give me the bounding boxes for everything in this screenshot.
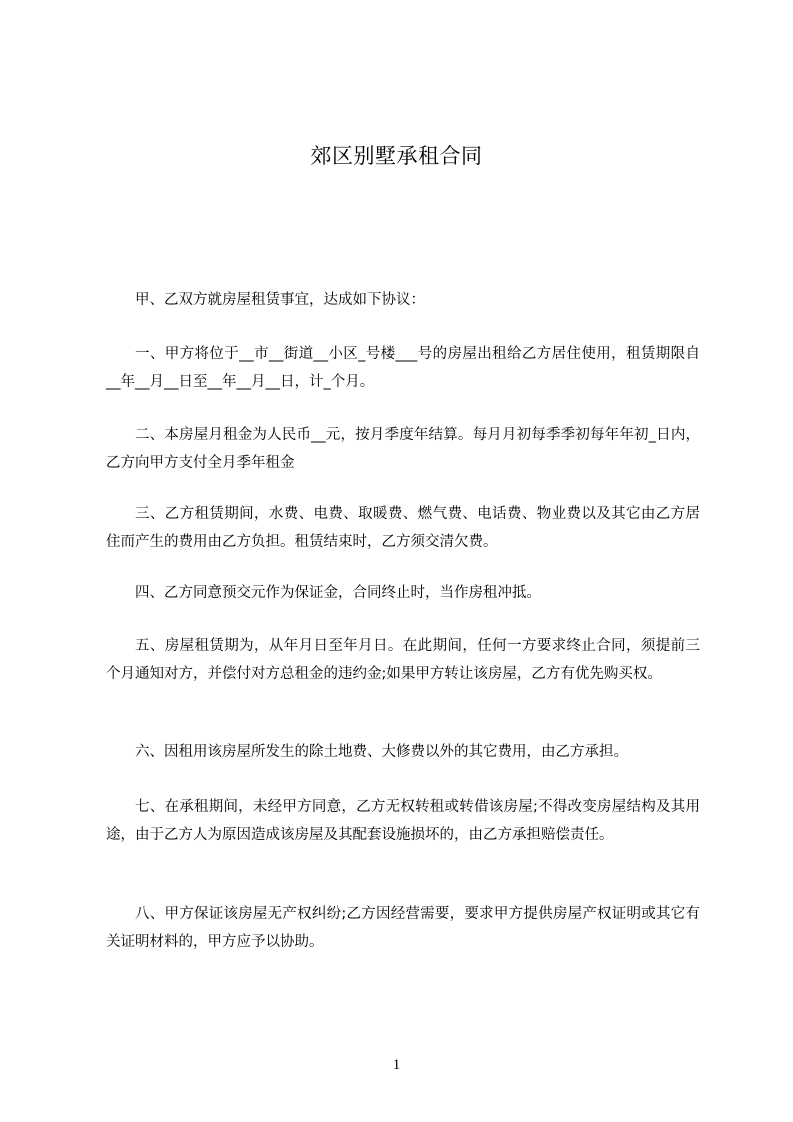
clause-3-paragraph: 三、乙方租赁期间，水费、电费、取暖费、燃气费、电话费、物业费以及其它由乙方居住而产生的费用由乙方负担。租赁结束时，乙方须交清欠费。 [106, 506, 700, 550]
page-number: 1 [392, 1057, 401, 1073]
clause-1-paragraph: 一、甲方将位于__市__街道__小区_号楼___号的房屋出租给乙方居住使用，租赁期限自__年__月__日至__年__月__日，计_个月。 [106, 346, 700, 390]
clause-2-paragraph: 二、本房屋月租金为人民币__元，按月季度年结算。每月月初每季季初每年年初_日内，乙方向甲方支付全月季年租金 [106, 427, 700, 471]
clause-7-paragraph: 七、在承租期间，未经甲方同意，乙方无权转租或转借该房屋;不得改变房屋结构及其用途，由于乙方人为原因造成该房屋及其配套设施损坏的，由乙方承担赔偿责任。 [106, 799, 700, 843]
intro-paragraph: 甲、乙双方就房屋租赁事宜，达成如下协议： [135, 292, 425, 308]
clause-8-paragraph: 八、甲方保证该房屋无产权纠纷;乙方因经营需要，要求甲方提供房屋产权证明或其它有关证明材料的，甲方应予以协助。 [106, 906, 700, 950]
clause-6-paragraph: 六、因租用该房屋所发生的除土地费、大修费以外的其它费用，由乙方承担。 [135, 744, 628, 760]
clause-5-paragraph: 五、房屋租赁期为，从年月日至年月日。在此期间，任何一方要求终止合同，须提前三个月通知对方，并偿付对方总租金的违约金;如果甲方转让该房屋，乙方有优先购买权。 [106, 638, 700, 682]
clause-4-paragraph: 四、乙方同意预交元作为保证金，合同终止时，当作房租冲抵。 [135, 585, 541, 601]
document-title: 郊区别墅承租合同 [310, 144, 483, 168]
